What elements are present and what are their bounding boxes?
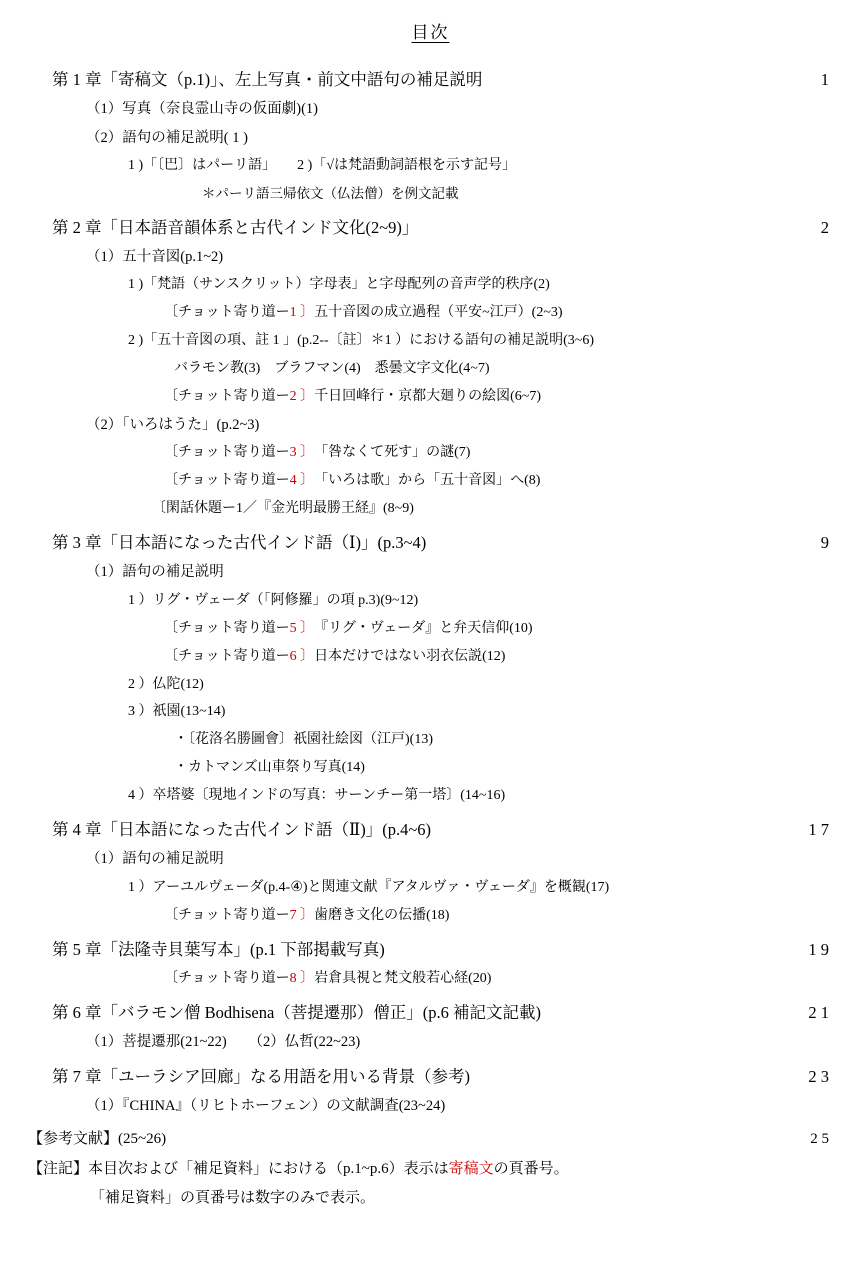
toc-entry-label: ・カトマンズ山車祭り写真(14) [174,760,365,776]
toc-sidetrip[interactable] [24,304,837,323]
toc-entry-label: （1）語句の補足説明 [86,851,224,868]
toc-entry[interactable] [24,276,837,295]
toc-entry[interactable] [24,532,837,554]
toc-entry-label: 第 6 章「バラモン僧 Bodhisena（菩提遷那）僧正」(p.6 補記文記載) [52,1002,542,1022]
toc-entry[interactable] [24,217,837,239]
toc-entry-label: （1）語句の補足説明 [86,564,224,581]
footnote-line-1 [24,1159,837,1179]
toc-sidetrip-prefix: 〔チョット寄り道ー [164,445,290,461]
toc-entry-page: 2 [820,217,829,237]
toc-sidetrip-number: 2 〕 [289,388,315,404]
toc-entry[interactable] [24,1097,837,1117]
toc-entry-label: （2）「いろはうた」(p.2~3) [86,416,260,433]
toc-entry-label: 2 )「五十音図の項、註 1 」(p.2--〔註〕＊1 ）における語句の補足説明(3~6) [128,333,595,349]
toc-entry-label: 1 )「〔巴〕はパーリ語」 2 )「√は梵語動詞語根を示す記号」 [128,158,517,174]
toc-entry-page: 1 7 [808,819,829,839]
toc-sidetrip-label: 「咎なくて死す」の謎(7) [314,445,471,461]
toc-entry-label: （2）語句の補足説明( 1 ) [86,129,248,146]
toc-entry-label: 第 7 章「ユーラシア回廊」なる用語を用いる背景（参考) [52,1066,470,1086]
toc-entry-page: 2 3 [808,1066,829,1086]
toc-sidetrip-prefix: 〔チョット寄り道ー [164,305,290,321]
toc-entry-label: （1）五十音図(p.1~2) [86,248,224,265]
toc-sidetrip-label: 千日回峰行・京都大廻りの絵図(6~7) [314,388,541,404]
toc-entry-label: （1）『CHINA』（リヒトホーフェン）の文献調査(23~24) [86,1097,446,1114]
toc-entry-label: バラモン教(3) ブラフマン(4) 悉曇文字文化(4~7) [174,361,490,376]
toc-entry-label: 2 ）仏陀(12) [128,676,204,692]
toc-entry[interactable] [24,939,837,961]
toc-sidetrip[interactable] [24,472,837,491]
toc-entry-label: （1）菩提遷那(21~22) （2）仏哲(22~23) [86,1034,361,1050]
toc-entry-label: 1 ）リグ・ヴェーダ（「阿修羅」の項 p.3)(9~12) [128,592,419,608]
toc-entry[interactable] [24,416,837,436]
toc-entry-page: 2 1 [808,1002,829,1022]
toc-entry[interactable] [24,100,837,120]
toc-entry[interactable] [24,731,837,750]
toc-entry-label: 第 2 章「日本語音韻体系と古代インド文化(2~9)」 [52,217,419,237]
toc-sidetrip[interactable] [24,444,837,463]
toc-entry-label: （1）写真（奈良霊山寺の仮面劇)(1) [86,101,318,118]
toc-entry[interactable] [24,850,837,870]
toc-sidetrip-prefix: 〔チョット寄り道ー [164,388,290,404]
toc-entry-page: 1 9 [808,939,829,959]
toc-sidetrip-number: 5 〕 [289,620,315,636]
footnote-text-before: 【注記】本目次および「補足資料」における（p.1~p.6）表示は [28,1160,449,1177]
toc-note-label: ＊パーリ語三帰依文（仏法僧）を例文記載 [202,186,459,202]
toc-entry[interactable] [24,819,837,841]
toc-sidetrip-number: 8 〕 [289,970,315,986]
toc-sidetrip[interactable] [24,907,837,926]
toc-entry[interactable] [24,787,837,806]
toc-entry[interactable] [24,703,837,722]
toc-entry-label: 4 ）卒塔婆〔現地インドの写真：サーンチー第一塔〕(14~16) [128,788,506,804]
toc-sidetrip[interactable] [24,388,837,407]
toc-note [24,185,837,203]
toc-entry-page: 1 [820,70,829,89]
toc-entry[interactable] [24,500,837,519]
toc-entry-label: 〔閑話休題ー1／『金光明最勝王経』(8~9) [152,501,414,517]
toc-entry-label: 1 )「梵語（サンスクリット）字母表」と字母配列の音声学的秩序(2) [128,277,550,293]
toc-entry[interactable] [24,157,837,176]
toc-entry-references[interactable] [24,1129,837,1149]
toc-entry-label: 3 ）祇園(13~14) [128,704,226,720]
toc-sidetrip-label: 「いろは歌」から「五十音図」へ(8) [314,473,541,489]
toc-entry[interactable] [24,129,837,149]
toc-entry-page: 9 [820,533,829,553]
toc-sidetrip-number: 7 〕 [289,907,315,923]
toc-entry[interactable] [24,563,837,583]
toc-sidetrip-number: 1 〕 [289,305,315,321]
toc-entry-label: 第 4 章「日本語になった古代インド語（Ⅱ)」(p.4~6) [52,819,432,839]
toc-entry-label: ・〔花洛名勝圖會〕祇園社絵図（江戸)(13) [174,732,433,748]
toc-entry[interactable] [24,1002,837,1024]
toc-entry[interactable] [24,248,837,268]
toc-entry[interactable] [24,1033,837,1053]
toc-sidetrip-prefix: 〔チョット寄り道ー [164,970,290,986]
toc-entry-page: 2 5 [810,1131,829,1148]
footnote-highlight: 寄稿文 [448,1160,494,1177]
toc-sidetrip[interactable] [24,620,837,639]
footnote-text: 「補足資料」の頁番号は数字のみで表示。 [90,1189,376,1206]
toc-sidetrip-number: 6 〕 [289,648,315,664]
toc-entry[interactable] [24,1066,837,1088]
toc-entry[interactable] [24,332,837,351]
toc-entry[interactable] [24,592,837,611]
toc-sidetrip-number: 3 〕 [289,445,315,461]
page-title: 目次 [411,23,450,42]
toc-sidetrip-label: 五十音図の成立過程（平安~江戸）(2~3) [314,305,563,321]
table-of-contents [24,69,837,1208]
toc-sidetrip-label: 『リグ・ヴェーダ』と弁天信仰(10) [314,620,533,636]
toc-entry-label: 第 5 章「法隆寺貝葉写本」(p.1 下部掲載写真) [52,939,385,959]
toc-entry[interactable] [24,759,837,778]
toc-sidetrip-prefix: 〔チョット寄り道ー [164,648,290,664]
toc-entry[interactable] [24,676,837,695]
toc-entry[interactable] [24,360,837,379]
footnote-line-2 [24,1188,837,1208]
toc-sidetrip-prefix: 〔チョット寄り道ー [164,620,290,636]
toc-sidetrip-prefix: 〔チョット寄り道ー [164,473,290,489]
toc-sidetrip-label: 日本だけではない羽衣伝説(12) [314,648,506,664]
toc-entry-label: 第 1 章「寄稿文（p.1)」、左上写真・前文中語句の補足説明 [52,70,483,89]
toc-sidetrip-label: 岩倉具視と梵文般若心経(20) [314,970,492,986]
toc-entry-label: 1 ）アーユルヴェーダ(p.4-④)と関連文献『アタルヴァ・ヴェーダ』を概観(17) [128,879,610,895]
toc-entry-label: 第 3 章「日本語になった古代インド語（Ⅰ)」(p.3~4) [52,533,427,553]
footnote-text-after: の頁番号。 [493,1160,569,1177]
toc-sidetrip-number: 4 〕 [289,473,315,489]
toc-entry[interactable] [24,879,837,898]
toc-entry-label: 【参考文献】(25~26) [28,1131,167,1148]
toc-sidetrip-prefix: 〔チョット寄り道ー [164,907,290,923]
toc-sidetrip[interactable] [24,970,837,989]
toc-sidetrip[interactable] [24,648,837,667]
toc-entry[interactable] [24,69,837,91]
toc-sidetrip-label: 歯磨き文化の伝播(18) [314,907,450,923]
